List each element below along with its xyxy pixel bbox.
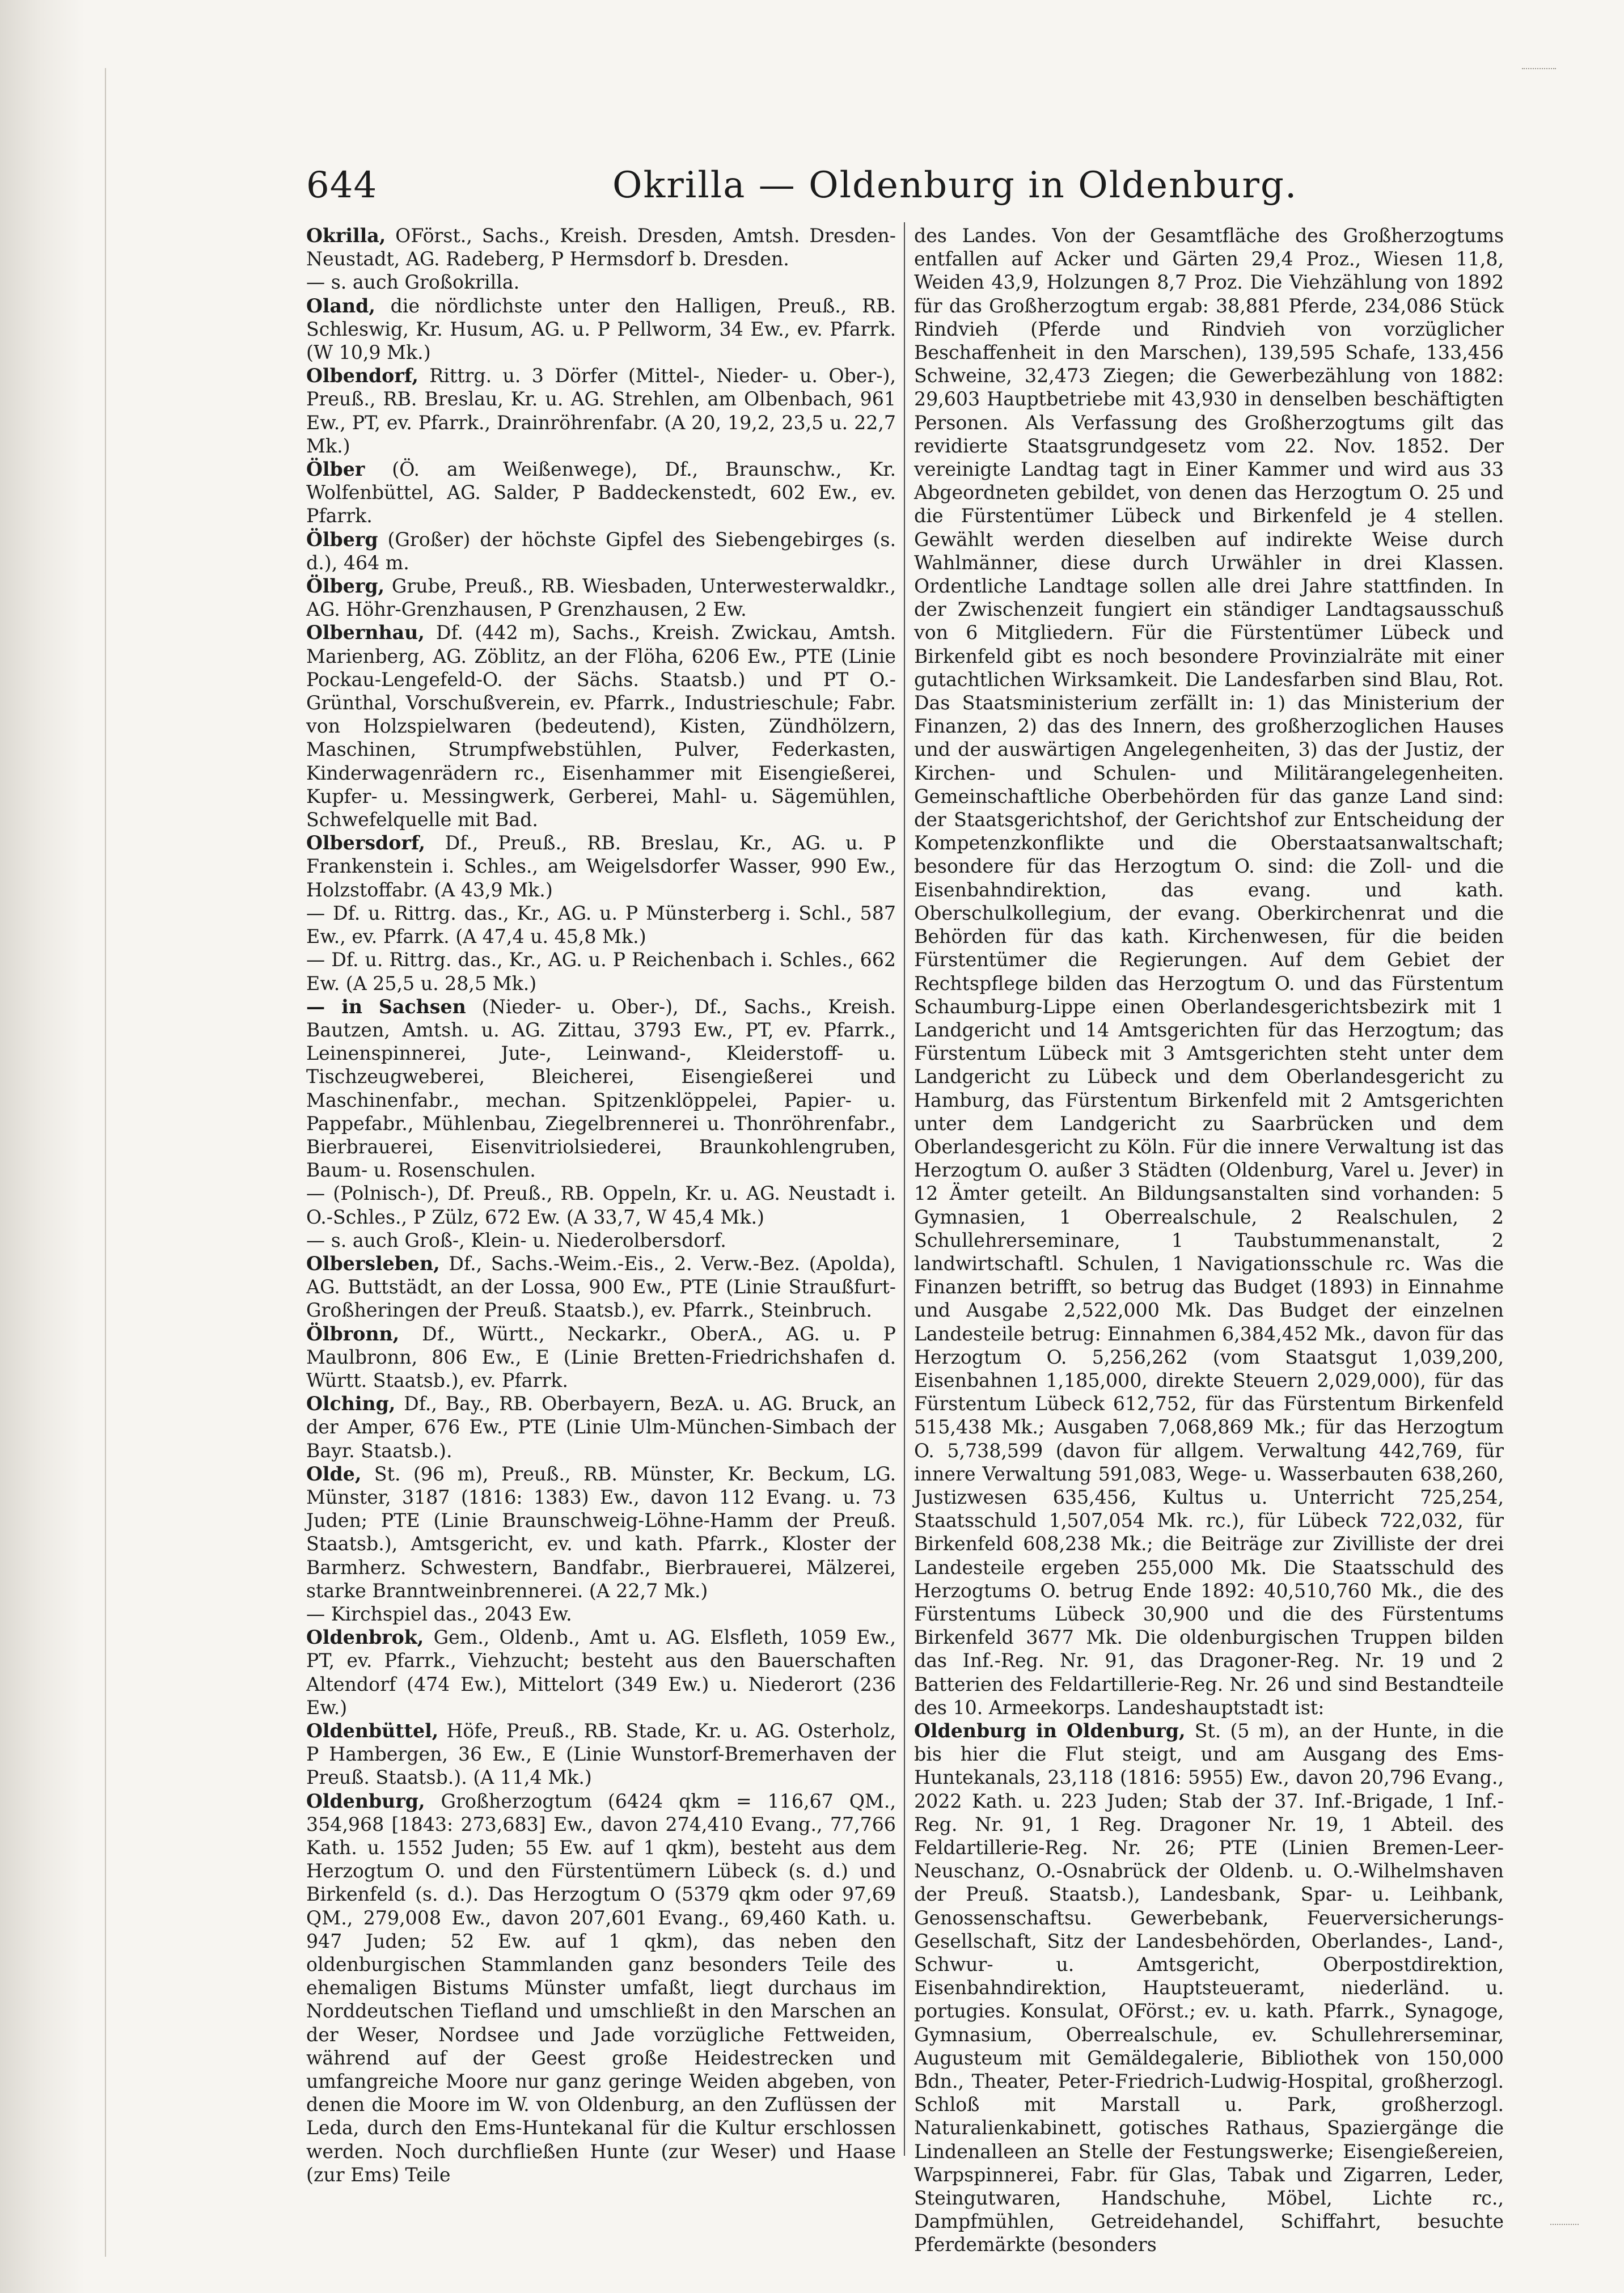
- entry-lemma: Olbersleben,: [306, 1252, 440, 1275]
- page-number: 644: [306, 164, 378, 206]
- entry-text: St. (5 m), an der Hunte, in die bis hier die Flut steigt, und am Ausgang des Ems-Huntekanals, 23,118 (1816: 5955) Ew., davon 20,796 Evang., 2022 Kath. u. 223 Juden; Stab der 37. Inf.-Brigade, 1 Inf.-Reg. Nr. 91, 1 Reg. Dragoner Nr. 19, 1 Abteil. des Feldartillerie-Reg. Nr. 26; PTE (Linien Bremen-Leer-Neuschanz, O.-Osnabrück der Oldenb. u. O.-Wilhelmshaven der Preuß. Staatsb.), Landesbank, Spar- u. Leihbank, Genossenschaftsu. Gewerbebank, Feuerversicherungs-Gesellschaft, Sitz der Landesbehörden, Oberlandes-, Land-, Schwur- u. Amtsgericht, Oberpostdirektion, Eisenbahndirektion, Hauptsteueramt, niederländ. u. portugies. Konsulat, OFörst.; ev. u. kath. Pfarrk., Synagoge, Gymnasium, Oberrealschule, ev. Schullehrerseminar, Augusteum mit Gemäldegalerie, Bibliothek von 150,000 Bdn., Theater, Peter-Friedrich-Ludwig-Hospital, großherzogl. Schloß mit Marstall u. Park, großherzogl. Naturalienkabinett, gotisches Rathaus, Spaziergänge die Lindenalleen an Stelle der Festungswerke; Eisengießereien, Warpspinnerei, Fabr. für Glas, Tabak und Zigarren, Leder, Steingutwaren, Handschuhe, Möbel, Lichte rc., Dampfmühlen, Getreidehandel, Schiffahrt, besuchte Pferdemärkte (besonders: [914, 1720, 1504, 2256]
- entry-text: (Nieder- u. Ober-), Df., Sachs., Kreish. Bautzen, Amtsh. u. AG. Zittau, 3793 Ew., PT, ev. Pfarrk., Leinenspinnerei, Jute-, Leinwand-, Kleiderstoff- u. Tischzeugweberei, Bleicherei, Eisengießerei und Maschinenfabr., mechan. Spitzenklöppelei, Papier- u. Pappefabr., Mühlenbau, Ziegelbrennerei u. Thonröhrenfabr., Bierbrauerei, Eisenvitriolsiederei, Braunkohlengruben, Baum- u. Rosenschulen.: [306, 995, 896, 1182]
- entry-lemma: Oldenburg,: [306, 1789, 425, 1812]
- scan-speckle: [1550, 2195, 1579, 2225]
- dictionary-entry: [306, 1182, 896, 1228]
- dictionary-entry: [306, 1602, 896, 1626]
- entry-text: des Landes. Von der Gesamtfläche des Großherzogtums entfallen auf Acker und Gärten 29,4 Proz., Wiesen 11,8, Weiden 43,9, Holzungen 8,7 Proz. Die Viehzählung von 1892 für das Großherzogtum ergab: 38,881 Pferde, 234,086 Stück Rindvieh (Pferde und Rindvieh von vorzüglicher Beschaffenheit in den Marschen), 139,595 Schafe, 133,456 Schweine, 32,473 Ziegen; die Gewerbezählung von 1882: 29,603 Hauptbetriebe mit 43,930 in denselben beschäftigten Personen. Als Verfassung des Großherzogtums gilt das revidierte Staatsgrundgesetz vom 22. Nov. 1852. Der vereinigte Landtag tagt in Einer Kammer und wird aus 33 Abgeordneten gebildet, von denen das Herzogtum O. 25 und die Fürstentümer Lübeck und Birkenfeld je 4 stellen. Gewählt werden dieselben auf indirekte Weise durch Wahlmänner, diese durch Urwähler in drei Klassen. Ordentliche Landtage sollen alle drei Jahre stattfinden. In der Zwischenzeit fungiert ein ständiger Landtagsausschuß von 6 Mitgliedern. Für die Fürstentümer Lübeck und Birkenfeld gibt es noch besondere Provinzialräte mit einer gutachtlichen Wirksamkeit. Die Landesfarben sind Blau, Rot. Das Staatsministerium zerfällt in: 1) das Ministerium der Finanzen, 2) das des Innern, des großherzoglichen Hauses und der auswärtigen Angelegenheiten, 3) das der Justiz, der Kirchen- und Schulen- und Militärangelegenheiten. Gemeinschaftliche Oberbehörden für das ganze Land sind: der Staatsgerichtshof, der Gerichtshof zur Entscheidung der Kompetenzkonflikte und die Oberstaatsanwaltschaft; besondere für das Herzogtum O. sind: die Zoll- und die Eisenbahndirektion, das evang. und kath. Oberschulkollegium, der evang. Oberkirchenrat und die Behörden für das kath. Kirchenwesen, für die beiden Fürstentümer die Regierungen. Auf dem Gebiet der Rechtspflege bilden das Herzogtum O. und das Fürstentum Schaumburg-Lippe einen Oberlandesgerichtsbezirk mit 1 Landgericht und 14 Amtsgerichten für das Herzogtum; das Fürstentum Lübeck mit 3 Amtsgerichten steht unter dem Landgericht zu Lübeck und dem Oberlandesgericht zu Hamburg, das Fürstentum Birkenfeld mit 2 Amtsgerichten unter dem Landgericht zu Saarbrücken und dem Oberlandesgericht zu Köln. Für die innere Verwaltung ist das Herzogtum O. außer 3 Städten (Oldenburg, Varel u. Jever) in 12 Ämter geteilt. An Bildungsanstalten sind vorhanden: 5 Gymnasien, 1 Oberrealschule, 2 Realschulen, 2 Schullehrerseminare, 1 Taubstummenanstalt, 2 landwirtschaftl. Schulen, 1 Navigationsschule rc. Was die Finanzen betrifft, so betrug das Budget (1893) in Einnahme und Ausgabe 2,522,000 Mk. Das Budget der einzelnen Landesteile betrug: Einnahmen 6,384,452 Mk., davon für das Herzogtum O. 5,256,262 (vom Staatsgut 1,039,200, Eisenbahnen 1,185,000, direkte Steuern 2,029,000), für das Fürstentum Lübeck 612,752, für das Fürstentum Birkenfeld 515,438 Mk.; Ausgaben 7,068,869 Mk.; für das Herzogtum O. 5,738,599 (davon für allgem. Verwaltung 442,769, für innere Verwaltung 591,083, Wege- u. Wasserbauten 638,260, Justizwesen 635,456, Kultus u. Unterricht 725,254, Staatsschuld 1,507,054 Mk. rc.), für Lübeck 722,032, für Birkenfeld 608,238 Mk.; die Beiträge zur Zivilliste der drei Landesteile ergeben 255,000 Mk. Die Staatsschuld des Herzogtums O. betrug Ende 1892: 40,510,760 Mk., die des Fürstentums Lübeck 30,900 und die des Fürstentums Birkenfeld 3677 Mk. Die oldenburgischen Truppen bilden das Inf.-Reg. Nr. 91, das Dragoner-Reg. Nr. 19 und 2 Batterien des Feldartillerie-Reg. Nr. 26 und sind Bestandteile des 10. Armeekorps. Landeshauptstadt ist:: [914, 225, 1504, 1719]
- entry-lemma: Ölberg: [306, 528, 378, 551]
- entry-lemma: Olde,: [306, 1462, 362, 1485]
- entry-lemma: Ölberg,: [306, 575, 385, 598]
- dictionary-entry: [914, 1719, 1504, 2257]
- dictionary-entry: [306, 1462, 896, 1602]
- dictionary-entry: [306, 902, 896, 948]
- dictionary-entry: [306, 574, 896, 621]
- entry-text: (Ö. am Weißenwege), Df., Braunschw., Kr. Wolfenbüttel, AG. Salder, P Baddeckenstedt, 602 Ew., ev. Pfarrk.: [306, 458, 896, 527]
- entry-text: Df., Sachs.-Weim.-Eis., 2. Verw.-Bez. (Apolda), AG. Buttstädt, an der Lossa, 900 Ew., PTE (Linie Straußfurt-Großheringen der Preuß. Staatsb.), ev. Pfarrk., Steinbruch.: [306, 1252, 896, 1322]
- right-column: [914, 224, 1504, 2256]
- dictionary-entry: [306, 1392, 896, 1462]
- entry-text: Grube, Preuß., RB. Wiesbaden, Unterwesterwaldkr., AG. Höhr-Grenzhausen, P Grenzhausen, 2 Ew.: [306, 575, 896, 621]
- entry-lemma: Oldenburg in Oldenburg,: [914, 1720, 1186, 1742]
- entry-lemma: Oland,: [306, 294, 375, 317]
- dictionary-entry: [306, 995, 896, 1182]
- dictionary-entry: [306, 270, 896, 294]
- entry-text: Df., Preuß., RB. Breslau, Kr., AG. u. P Frankenstein i. Schles., am Weigelsdorfer Wasser, 990 Ew., Holzstoffabr. (A 43,9 Mk.): [306, 832, 896, 901]
- dictionary-entry: [306, 621, 896, 831]
- entry-lemma: Olbendorf,: [306, 365, 418, 387]
- entry-text: Höfe, Preuß., RB. Stade, Kr. u. AG. Osterholz, P Hambergen, 36 Ew., E (Linie Wunstorf-Bremerhaven der Preuß. Staatsb.). (A 11,4 Mk.): [306, 1720, 896, 1789]
- entry-text: — Kirchspiel das., 2043 Ew.: [306, 1602, 572, 1625]
- entry-text: Df., Württ., Neckarkr., OberA., AG. u. P Maulbronn, 806 Ew., E (Linie Bretten-Friedrichshafen d. Württ. Staatsb.), ev. Pfarrk.: [306, 1322, 896, 1391]
- entry-text: Df., Bay., RB. Oberbayern, BezA. u. AG. Bruck, an der Amper, 676 Ew., PTE (Linie Ulm-München-Simbach der Bayr. Staatsb.).: [306, 1393, 896, 1462]
- book-binding-shadow: [0, 0, 85, 2293]
- entry-lemma: Ölber: [306, 458, 365, 481]
- entry-text: Rittrg. u. 3 Dörfer (Mittel-, Nieder- u. Ober-), Preuß., RB. Breslau, Kr. u. AG. Strehlen, am Olbenbach, 961 Ew., PT, ev. Pfarrk., Drainröhrenfabr. (A 20, 19,2, 23,5 u. 22,7 Mk.): [306, 365, 896, 457]
- dictionary-entry: [306, 1229, 896, 1252]
- entry-text: Gem., Oldenb., Amt u. AG. Elsfleth, 1059 Ew., PT, ev. Pfarrk., Viehzucht; besteht aus den Bauerschaften Altendorf (474 Ew.), Mittelort (349 Ew.) u. Niederort (236 Ew.): [306, 1626, 896, 1719]
- dictionary-entry: [914, 224, 1504, 1719]
- entry-lemma: Okrilla,: [306, 225, 386, 247]
- entry-text: — Df. u. Rittrg. das., Kr., AG. u. P Münsterberg i. Schl., 587 Ew., ev. Pfarrk. (A 47,4 u. 45,8 Mk.): [306, 902, 896, 948]
- entry-text: Df. (442 m), Sachs., Kreish. Zwickau, Amtsh. Marienberg, AG. Zöblitz, an der Flöha, 6206 Ew., PTE (Linie Pockau-Lengefeld-O. der Sächs. Staatsb.) und PT O.-Grünthal, Vorschußverein, ev. Pfarrk., Industrieschule; Fabr. von Holzspielwaren (bedeutend), Kisten, Zündhölzern, Maschinen, Strumpfwebstühlen, Pulver, Federkasten, Kinderwagenrädern rc., Eisenhammer mit Eisengießerei, Kupfer- u. Messingwerk, Gerberei, Mahl- u. Sägemühlen, Schwefelquelle mit Bad.: [306, 621, 896, 831]
- entry-lemma: Olching,: [306, 1393, 396, 1415]
- entry-text: Großherzogtum (6424 qkm = 116,67 QM., 354,968 [1843: 273,683] Ew., davon 274,410 Evang., 77,766 Kath. u. 1552 Juden; 55 Ew. auf 1 qkm), besteht aus dem Herzogtum O. und den Fürstentümern Lübeck (s. d.) und Birkenfeld (s. d.). Das Herzogtum O (5379 qkm oder 97,69 QM., 279,008 Ew., davon 207,601 Evang., 69,460 Kath. u. 947 Juden; 52 Ew. auf 1 qkm), das neben den oldenburgischen Stammlanden ganz besonders Teile des ehemaligen Bistums Münster umfaßt, liegt durchaus im Norddeutschen Tiefland und umschließt in den Marschen an der Weser, Nordsee und Jade vorzügliche Fettweiden, während auf der Geest große Heidestrecken und umfangreiche Moore nur ganz geringe Weiden abgeben, von denen die Moore im W. von Oldenburg, an den Zuflüssen der Leda, durch den Ems-Huntekanal für die Kultur erschlossen werden. Noch durchfließen Hunte (zur Weser) und Haase (zur Ems) Teile: [306, 1789, 896, 2186]
- dictionary-entry: [306, 294, 896, 365]
- dictionary-entry: [306, 1252, 896, 1322]
- entry-lemma: — in Sachsen: [306, 995, 466, 1018]
- dictionary-entry: [306, 1626, 896, 1719]
- dictionary-entry: [306, 1719, 896, 1789]
- running-head: Okrilla — Oldenburg in Oldenburg.: [612, 164, 1298, 206]
- entry-lemma: Oldenbüttel,: [306, 1720, 439, 1742]
- page-header: [306, 154, 1298, 217]
- dictionary-entry: [306, 948, 896, 995]
- entry-text: (Großer) der höchste Gipfel des Siebengebirges (s. d.), 464 m.: [306, 528, 896, 574]
- left-column: [306, 224, 896, 2186]
- entry-text: — s. auch Großokrilla.: [306, 271, 520, 294]
- dictionary-entry: [306, 224, 896, 270]
- entry-lemma: Ölbronn,: [306, 1322, 400, 1345]
- entry-text: — Df. u. Rittrg. das., Kr., AG. u. P Reichenbach i. Schles., 662 Ew. (A 25,5 u. 28,5 Mk.): [306, 949, 896, 995]
- entry-lemma: Olbersdorf,: [306, 832, 425, 854]
- entry-lemma: Oldenbrok,: [306, 1626, 424, 1649]
- column-divider: [904, 222, 905, 2156]
- dictionary-entry: [306, 458, 896, 528]
- dictionary-entry: [306, 831, 896, 902]
- dictionary-entry: [306, 1789, 896, 2186]
- scan-speckle: [1522, 68, 1556, 92]
- entry-lemma: Olbernhau,: [306, 621, 425, 644]
- entry-text: — (Polnisch-), Df. Preuß., RB. Oppeln, Kr. u. AG. Neustadt i. O.-Schles., P Zülz, 672 Ew. (A 33,7, W 45,4 Mk.): [306, 1182, 896, 1228]
- entry-text: — s. auch Groß-, Klein- u. Niederolbersdorf.: [306, 1229, 726, 1251]
- dictionary-entry: [306, 364, 896, 458]
- dictionary-entry: [306, 1322, 896, 1393]
- entry-text: die nördlichste unter den Halligen, Preuß., RB. Schleswig, Kr. Husum, AG. u. P Pellworm, 34 Ew., ev. Pfarrk. (W 10,9 Mk.): [306, 294, 896, 364]
- page-fold-line: [105, 68, 106, 2257]
- entry-text: St. (96 m), Preuß., RB. Münster, Kr. Beckum, LG. Münster, 3187 (1816: 1383) Ew., davon 112 Evang. u. 73 Juden; PTE (Linie Braunschweig-Löhne-Hamm der Preuß. Staatsb.), Amtsgericht, ev. und kath. Pfarrk., Kloster der Barmherz. Schwestern, Bandfabr., Bierbrauerei, Mälzerei, starke Branntweinbrennerei. (A 22,7 Mk.): [306, 1462, 896, 1602]
- entry-text: OFörst., Sachs., Kreish. Dresden, Amtsh. Dresden-Neustadt, AG. Radeberg, P Hermsdorf b. Dresden.: [306, 225, 896, 270]
- dictionary-entry: [306, 528, 896, 574]
